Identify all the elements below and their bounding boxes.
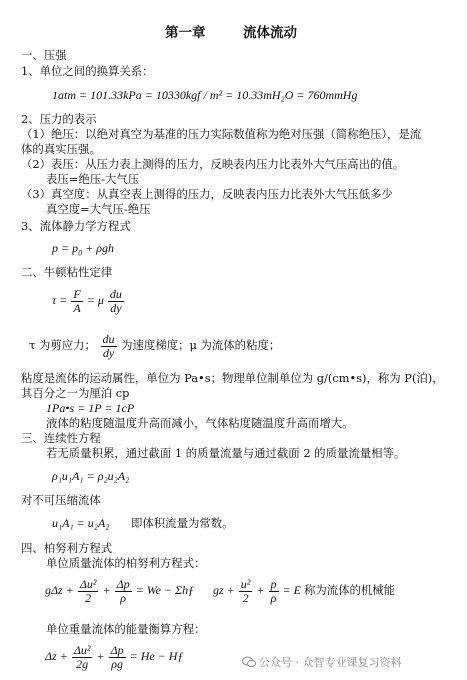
mech-frac2	[269, 578, 279, 605]
gauge-pressure-line1: （2）表压：从压力表上测得的压力，反映表内压力比表外大气压高出的值。	[21, 157, 405, 171]
newton-den2: dy	[110, 300, 122, 315]
viscosity-unit-equation: 1Pa•s = 1P = 1cP	[46, 401, 135, 415]
incompressible-note: 即体积流量为常数。	[131, 516, 234, 530]
bernoulli-mass-equation	[45, 576, 194, 605]
def-den: dy	[102, 345, 115, 360]
hydrostatic-sub: 0	[78, 248, 83, 258]
newton-den1: A	[73, 300, 81, 315]
mech-frac1	[239, 578, 253, 605]
bern-mass-plus: +	[102, 583, 111, 597]
continuity-equation: ρ₁u₁A₁ = ρ₂u₂A₂	[52, 469, 130, 483]
def-shear-stress: τ 为剪应力；	[29, 338, 96, 352]
hydrostatic-lhs: p = p	[52, 241, 79, 255]
section-heading-bernoulli: 四、柏努利方程式	[21, 541, 113, 555]
mech-eq: = E	[282, 583, 301, 597]
absolute-pressure-line1: （1）绝压：以绝对真空为基准的压力实际数值称为绝对压强（简称绝压），是流	[21, 127, 422, 141]
bern-mass-num1: Δu²	[79, 576, 97, 591]
mech-den1: 2	[242, 590, 249, 605]
symbol-definitions	[29, 331, 280, 360]
bern-mass-frac1	[78, 578, 99, 605]
mechanical-energy-equation	[213, 576, 395, 605]
chapter-number: 第一章	[165, 25, 206, 41]
bern-w-rhs: = He − Hƒ	[129, 649, 184, 663]
hydrostatic-rhs: + ρgh	[82, 241, 114, 255]
bern-w-dz: Δz +	[45, 649, 68, 663]
bern-mass-den2: ρ	[120, 590, 126, 605]
absolute-pressure-line2: 体的真实压强。	[21, 142, 101, 156]
bern-mass-rhs: = We − Σhƒ	[135, 583, 195, 597]
newton-num1: F	[73, 286, 81, 301]
def-gradient-viscosity: 为速度梯度；μ 为流体的粘度；	[121, 338, 281, 352]
gauge-pressure-line2: 表压=绝压-大气压	[46, 172, 140, 186]
section-heading-continuity: 三、连续性方程	[21, 431, 101, 445]
subheading-hydrostatic-equation: 3、流体静力学方程式	[21, 219, 131, 233]
newton-mid: = μ	[86, 293, 104, 307]
mech-den2: ρ	[270, 590, 277, 605]
wechat-icon	[242, 656, 256, 668]
bern-w-frac1	[72, 644, 93, 671]
section-heading-newton-viscosity: 二、牛顿粘性定律	[21, 265, 113, 279]
mech-gz: gz +	[213, 583, 235, 597]
mech-num2: p	[270, 576, 277, 591]
mech-note: 称为流体的机械能	[303, 583, 396, 597]
bernoulli-weight-heading: 单位重量流体的能量衡算方程：	[46, 622, 206, 636]
incompressible-equation: u₁A₁ = u₂A₂	[52, 516, 110, 530]
subheading-unit-conversion: 1、单位之间的换算关系：	[21, 64, 154, 78]
mech-plus: +	[256, 583, 265, 597]
unit-conversion-formula: 1atm = 101.33kPa = 10330kgf / m² = 10.33mH₂O = 760mmHg	[52, 88, 358, 102]
newton-lhs: τ =	[52, 293, 68, 307]
section-heading-pressure: 一、压强	[21, 48, 67, 62]
watermark-text: 公众号 · 众智专业课复习资料	[259, 656, 402, 669]
bern-w-den2: ρg	[111, 656, 123, 671]
bern-mass-frac2	[115, 578, 132, 605]
bern-mass-g: gΔz +	[45, 583, 74, 597]
chapter-title: 流体流动	[243, 25, 297, 41]
bern-w-num2: Δp	[110, 642, 124, 657]
def-num: du	[102, 331, 115, 346]
def-fraction	[101, 333, 117, 360]
watermark	[242, 654, 402, 670]
newton-viscosity-equation	[52, 286, 125, 315]
vacuum-line2: 真空度=大气压-绝压	[46, 202, 151, 216]
newton-fraction-force-area	[71, 288, 82, 315]
bern-w-plus: +	[96, 649, 105, 663]
bernoulli-weight-equation	[45, 642, 183, 671]
newton-num2: du	[109, 286, 122, 301]
mech-num1: u²	[240, 576, 251, 591]
subheading-pressure-representation: 2、压力的表示	[21, 112, 97, 126]
bern-w-frac2	[109, 644, 126, 671]
incompressible-heading: 对不可压缩流体	[21, 493, 101, 507]
viscosity-unit-line2: 其百分之一为厘泊 cp	[21, 386, 130, 400]
bern-mass-den1: 2	[85, 590, 92, 605]
vacuum-line1: （3）真空度：从真空表上测得的压力，反映表内压力比表外大气压低多少	[21, 187, 393, 201]
hydrostatic-equation	[52, 241, 114, 256]
continuity-statement: 若无质量积累，通过截面 1 的质量流量与通过截面 2 的质量流量相等。	[46, 446, 406, 460]
viscosity-temperature-trend: 液体的粘度随温度升高而减小，气体粘度随温度升高而增大。	[46, 416, 354, 430]
newton-fraction-velocity-gradient	[108, 288, 124, 315]
bern-w-num1: Δu²	[73, 642, 91, 657]
bern-mass-num2: Δp	[116, 576, 130, 591]
bernoulli-mass-heading: 单位质量流体的柏努利方程式：	[46, 556, 206, 570]
viscosity-unit-line1: 粘度是流体的运动属性，单位为 Pa•s；物理单位制单位为 g/(cm•s)，称为 P(泊)，	[21, 371, 444, 385]
bern-w-den1: 2g	[76, 656, 89, 671]
